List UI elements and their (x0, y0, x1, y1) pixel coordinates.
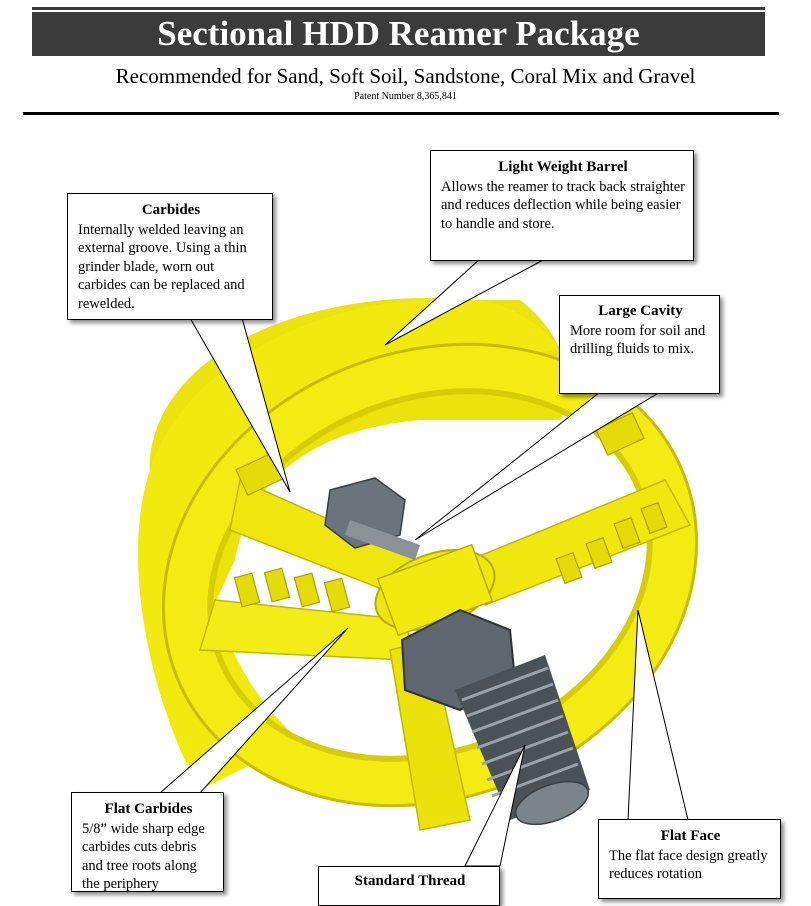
callout-flat-face-body: The flat face design greatly reduces rotation (609, 847, 768, 882)
callout-flat-carbides-body: 5/8” wide sharp edge carbides cuts debris and tree roots along the periphery (82, 820, 205, 892)
callout-carbides-body: Internally welded leaving an external groove. Using a thin grinder blade, worn out carbides can be replaced and rewelded. (78, 221, 247, 312)
callout-carbides-title: Carbides (141, 202, 201, 218)
page-subtitle: Recommended for Sand, Soft Soil, Sandstone, Coral Mix and Gravel (115, 64, 696, 88)
callout-large-cavity (559, 295, 720, 394)
callout-cavity-title: Large Cavity (598, 303, 683, 319)
patent-number: Patent Number 8,365,841 (354, 91, 457, 102)
callout-light-weight-barrel (430, 150, 694, 261)
callout-barrel-body: Allows the reamer to track back straighter and reduces deflection while being easier to handle and store. (441, 178, 685, 232)
callout-flat-carbides (71, 792, 224, 892)
callout-flat-carbides-title: Flat Carbides (104, 801, 193, 817)
callout-flat-face (598, 819, 781, 899)
callout-flat-face-title: Flat Face (660, 828, 721, 844)
callout-thread-title: Standard Thread (354, 873, 466, 889)
page-title: Sectional HDD Reamer Package (32, 12, 765, 56)
callout-carbides (67, 193, 273, 320)
callout-cavity-body: More room for soil and drilling fluids to mix. (570, 322, 706, 357)
callout-standard-thread (318, 866, 500, 906)
callout-barrel-title: Light Weight Barrel (498, 159, 628, 175)
